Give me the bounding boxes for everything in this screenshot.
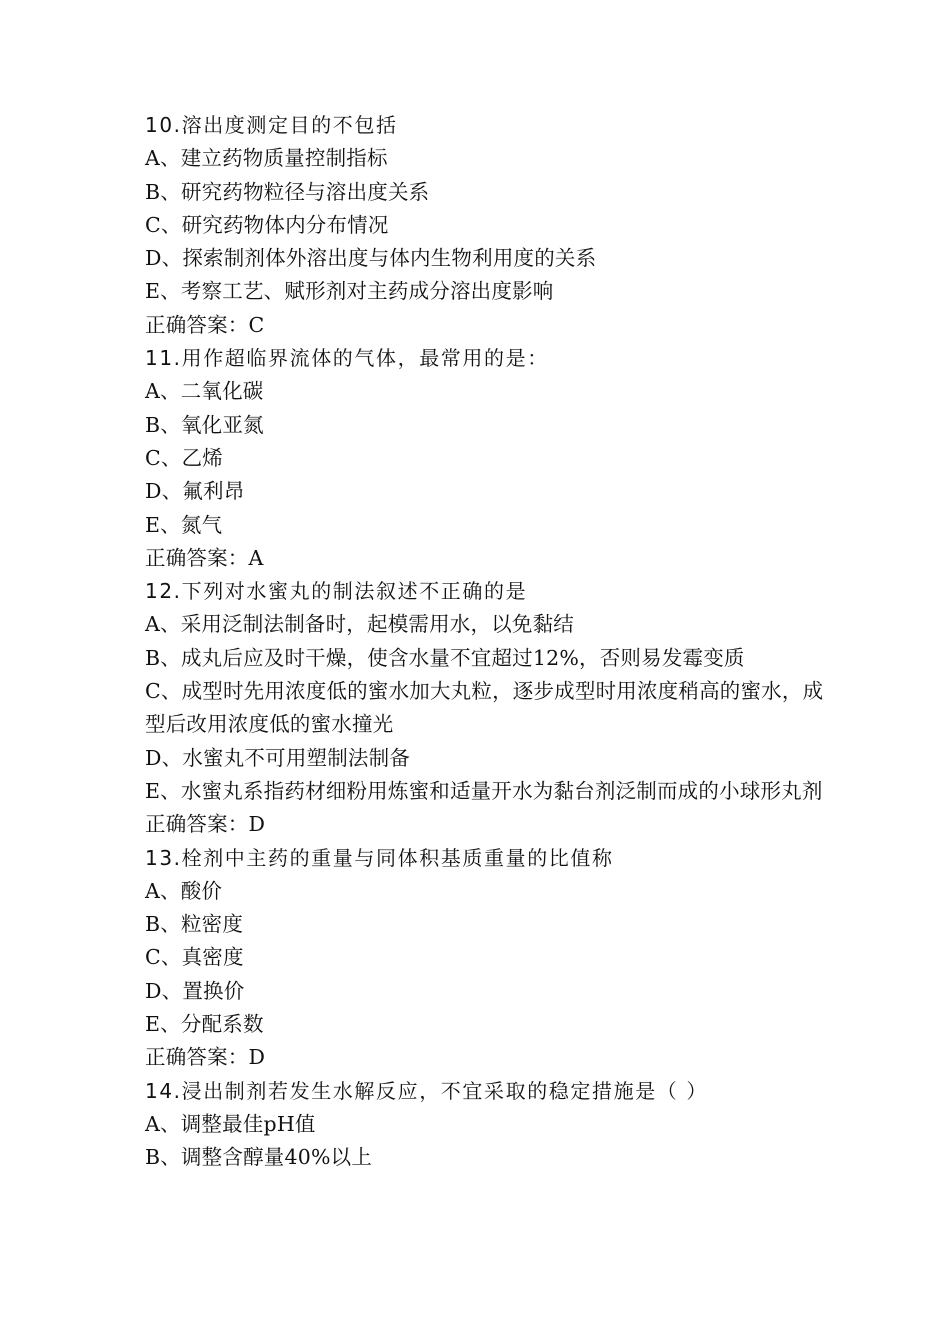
option-d: D、水蜜丸不可用塑制法制备 [145, 745, 411, 770]
option-a: A、建立药物质量控制指标 [145, 146, 388, 171]
option-b: B、粒密度 [145, 912, 244, 937]
option-e: E、水蜜丸系指药材细粉用炼蜜和适量开水为黏台剂泛制而成的小球形丸剂 [145, 778, 823, 803]
option-b: B、研究药物粒径与溶出度关系 [145, 179, 430, 204]
option-a: A、调整最佳pH值 [145, 1111, 316, 1136]
option-c: C、乙烯 [145, 445, 223, 470]
option-b: B、调整含醇量40%以上 [145, 1145, 373, 1170]
correct-answer: 正确答案：D [145, 812, 266, 837]
option-b: B、氧化亚氮 [145, 412, 264, 437]
question-stem: 12.下列对水蜜丸的制法叙述不正确的是 [145, 579, 528, 604]
option-e: E、考察工艺、赋形剂对主药成分溶出度影响 [145, 279, 554, 304]
option-e: E、氮气 [145, 512, 223, 537]
correct-answer: 正确答案：C [145, 312, 265, 337]
correct-answer: 正确答案：A [145, 545, 264, 570]
option-d: D、探索制剂体外溶出度与体内生物利用度的关系 [145, 246, 597, 271]
question-stem: 11.用作超临界流体的气体，最常用的是： [145, 346, 549, 371]
option-d: D、置换价 [145, 978, 245, 1003]
option-d: D、氟利昂 [145, 479, 245, 504]
question-stem: 10.溶出度测定目的不包括 [145, 113, 398, 137]
option-a: A、酸价 [145, 878, 223, 903]
option-b: B、成丸后应及时干燥，使含水量不宜超过12%，否则易发霉变质 [145, 645, 745, 670]
option-a: A、采用泛制法制备时，起模需用水，以免黏结 [145, 612, 575, 637]
option-c: C、研究药物体内分布情况 [145, 212, 389, 237]
option-c: C、真密度 [145, 945, 244, 970]
correct-answer: 正确答案：D [145, 1045, 266, 1070]
option-e: E、分配系数 [145, 1012, 264, 1037]
option-a: A、二氧化碳 [145, 379, 264, 404]
document-page [145, 109, 825, 1175]
option-c: C、成型时先用浓度低的蜜水加大丸粒，逐步成型时用浓度稍高的蜜水，成型后改用浓度低的蜜水撞光 [145, 679, 824, 737]
question-stem: 14.浸出制剂若发生水解反应，不宜采取的稳定措施是（ ） [145, 1078, 708, 1103]
question-stem: 13.栓剂中主药的重量与同体积基质重量的比值称 [145, 845, 614, 870]
